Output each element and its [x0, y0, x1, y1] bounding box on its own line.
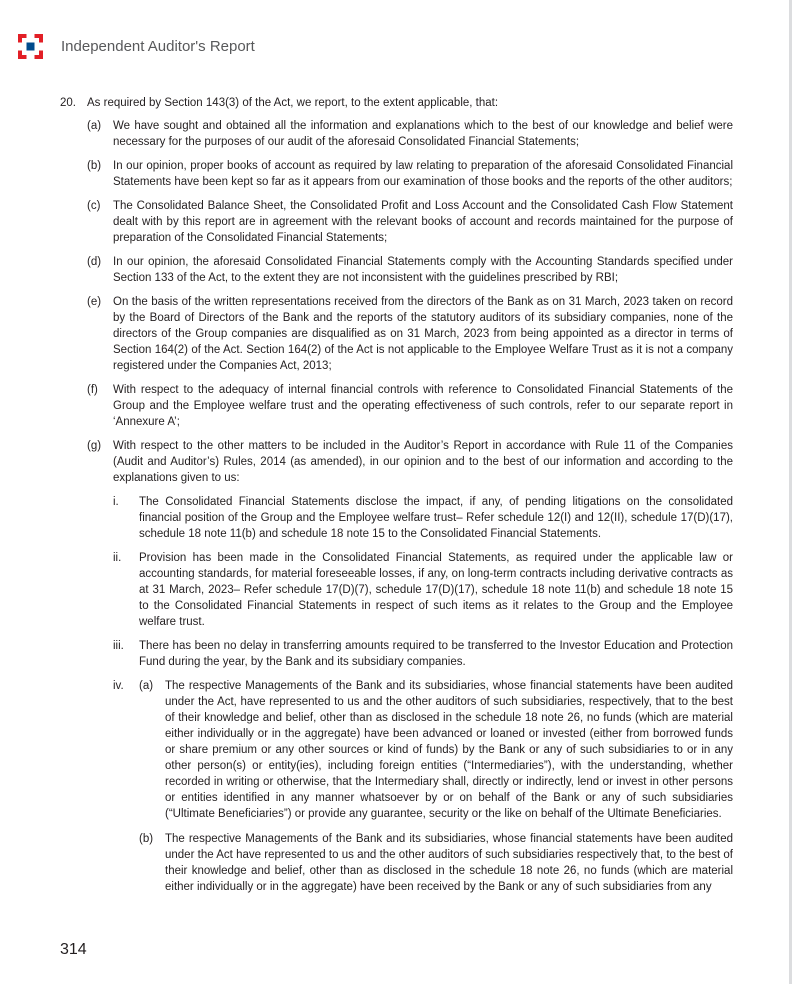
report-title: Independent Auditor's Report — [61, 37, 255, 55]
section-20 — [0, 95, 792, 111]
clause-label: (b) — [87, 160, 102, 172]
clause-g — [0, 438, 792, 486]
subpart-text: The respective Managements of the Bank and its subsidiaries, whose financial statements have been audited under the Act have represented to us and the other auditors of such subsidiaries respectively that, to the best of their knowledge and belief, other than as disclosed in the schedule 18 note 26, no funds (which are material either individually or in the aggregate) have been received by the Bank or any of such subsidiaries from any — [165, 833, 733, 893]
section-number: 20. — [60, 97, 76, 109]
report-body — [0, 95, 792, 904]
subclause-label: iv. — [113, 680, 124, 692]
clause-a — [0, 118, 792, 150]
clause-d — [0, 254, 792, 286]
clause-label: (e) — [87, 296, 102, 308]
clause-text: In our opinion, the aforesaid Consolidated Financial Statements comply with the Accounting Standards specified under Section 133 of the Act, to the extent they are not inconsistent with the guidelines prescribed by RBI; — [113, 256, 733, 284]
subpart-label: (a) — [139, 680, 154, 692]
clause-e — [0, 294, 792, 374]
subclause-label: i. — [113, 496, 119, 508]
clause-text: With respect to the adequacy of internal financial controls with reference to Consolidated Financial Statements of the Group and the Employee welfare trust and the operating effectiveness of such controls, refer to our separate report in ‘Annexure A’; — [113, 384, 733, 428]
subpart-text: The respective Managements of the Bank and its subsidiaries, whose financial statements have been audited under the Act, have represented to us and the other auditors of such subsidiaries, respectively, that to the best of their knowledge and belief, other than as disclosed in the schedule 18 note 26, no funds (which are material either individually or in the aggregate) have been advanced or loaned or invested (either from borrowed funds or share premium or any other sources or kind of funds) by the Bank or any of such subsidiaries to or in any other person(s) or entity(ies), including foreign entities (“Intermediaries”), with the understanding, whether recorded in writing or otherwise, that the Intermediary shall, directly or indirectly, lend or invest in other persons or entities identified in any manner whatsoever by or on behalf of the Bank or any of such subsidiaries (“Ultimate Beneficiaries”) or provide any guarantee, security or the like on behalf of the Ultimate Beneficiaries. — [165, 680, 733, 820]
section-intro-text: As required by Section 143(3) of the Act, we report, to the extent applicable, that: — [87, 97, 499, 109]
clause-text: We have sought and obtained all the information and explanations which to the best of our knowledge and belief were necessary for the purposes of our audit of the aforesaid Consolidated Financial Statements; — [113, 120, 733, 148]
clause-b — [0, 158, 792, 190]
subclause-text: Provision has been made in the Consolidated Financial Statements, as required under the applicable law or accounting standards, for material foreseeable losses, if any, on long-term contracts including derivative contracts as at 31 March, 2023– Refer schedule 17(D)(7), schedule 17(D)(17), schedule 18 note 11(b) and schedule 18 note 15 to the Consolidated Financial Statements in respect of such items as it relates to the Group and the Employee welfare trust. — [139, 552, 733, 628]
subclause-label: iii. — [113, 640, 124, 652]
subclause-ii — [0, 550, 792, 630]
clause-text: In our opinion, proper books of account as required by law relating to preparation of the aforesaid Consolidated Financial Statements have been kept so far as it appears from our examination of those books and the reports of the other auditors; — [113, 160, 733, 188]
clause-label: (g) — [87, 440, 102, 452]
page-number: 314 — [60, 941, 87, 958]
subclause-iv-b — [0, 831, 792, 895]
clause-text: On the basis of the written representations received from the directors of the Bank as on 31 March, 2023 taken on record by the Board of Directors of the Bank and the reports of the statutory auditors of its subsidiary companies, none of the directors of the Group companies are disqualified as on 31 March, 2023 from being appointed as a director in terms of Section 164(2) of the Act. Section 164(2) of the Act is not applicable to the Employee Welfare Trust as it is not a company registered under the Companies Act, 2013; — [113, 296, 733, 372]
subclause-iii — [0, 638, 792, 670]
subclause-iv-a — [0, 678, 792, 822]
clause-label: (a) — [87, 120, 102, 132]
bank-logo-icon — [18, 34, 43, 59]
subpart-label: (b) — [139, 833, 154, 845]
subclause-text: The Consolidated Financial Statements disclose the impact, if any, of pending litigations on the consolidated financial position of the Group and the Employee welfare trust– Refer schedule 12(I) and 12(II), schedule 17(D)(17), schedule 18 note 11(b) and schedule 18 note 15 to the Consolidated Financial Statements. — [139, 496, 733, 540]
clause-label: (c) — [87, 200, 101, 212]
clause-label: (d) — [87, 256, 102, 268]
clause-label: (f) — [87, 384, 98, 396]
subclause-text: There has been no delay in transferring amounts required to be transferred to the Investor Education and Protection Fund during the year, by the Bank and its subsidiary companies. — [139, 640, 733, 668]
clause-text: The Consolidated Balance Sheet, the Consolidated Profit and Loss Account and the Consolidated Cash Flow Statement dealt with by this report are in agreement with the relevant books of account and records maintained for the purpose of preparation of the Consolidated Financial Statements; — [113, 200, 733, 244]
clause-c — [0, 198, 792, 246]
subclause-i — [0, 494, 792, 542]
clause-text: With respect to the other matters to be included in the Auditor’s Report in accordance with Rule 11 of the Companies (Audit and Auditor’s) Rules, 2014 (as amended), in our opinion and to the best of our information and according to the explanations given to us: — [113, 440, 733, 484]
clause-f — [0, 382, 792, 430]
page-header — [18, 32, 255, 60]
subclause-label: ii. — [113, 552, 122, 564]
